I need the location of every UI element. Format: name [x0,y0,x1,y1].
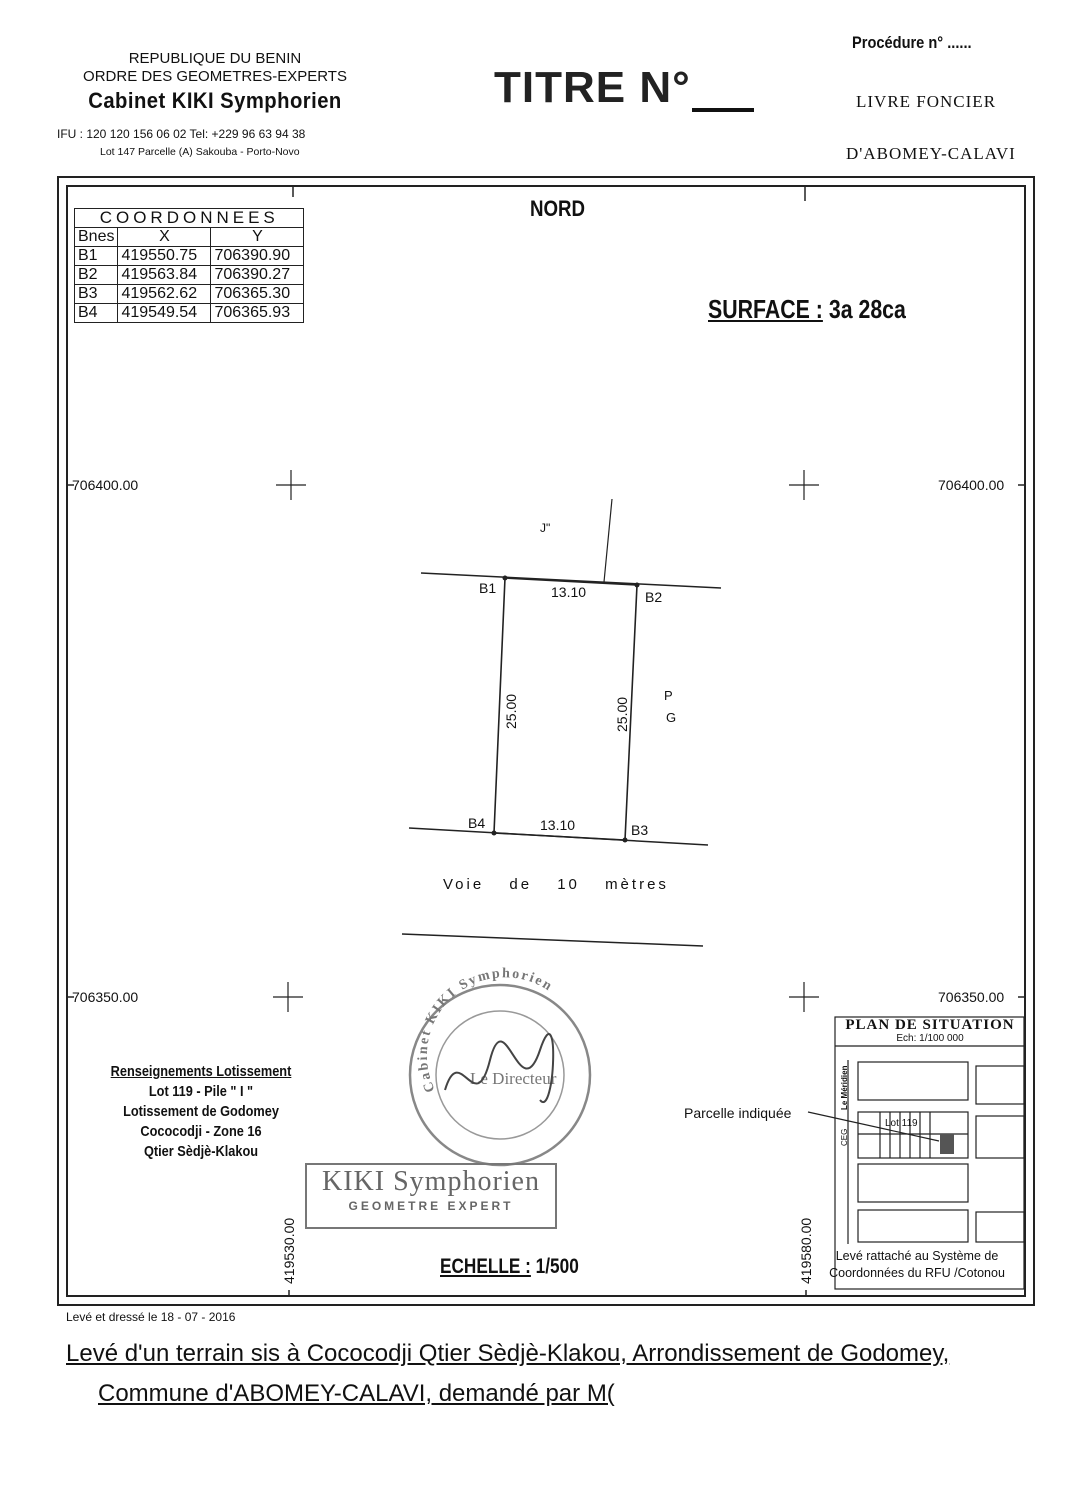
subdivision-title: Renseignements Lotissement [110,1063,292,1080]
coord-x: 419563.84 [118,266,211,285]
document-title: TITRE N° [494,63,691,112]
bound-label-b3: B3 [631,822,649,838]
surface-caption: SURFACE : [708,294,823,324]
situation-lot-label: Lot 119 [885,1118,918,1129]
cabinet-name: Cabinet KIKI Symphorien [88,88,342,113]
dimension-bottom: 13.10 [540,817,576,833]
neighbor-label: J" [540,521,551,535]
coordinates-title: COORDONNEES [75,209,304,228]
dimension-right: 25.00 [614,696,630,732]
dimension-top: 13.10 [551,584,587,600]
grid-label-y: 706350.00 [938,989,1005,1005]
bound-id: B2 [75,266,118,285]
survey-description-line1: Levé d'un terrain sis à Cococodji Qtier Sèdjè-Klakou, Arrondissement de Godomey, [66,1340,950,1367]
stamp-director: Le Directeur [470,1069,557,1088]
subdivision-line: Qtier Sèdjè-Klakou [143,1143,259,1160]
country-name: REPUBLIQUE DU BENIN [128,50,302,67]
grid-label-y: 706400.00 [938,477,1005,493]
subdivision-line: Lot 119 - Pile " I " [148,1083,254,1100]
situation-map-scale: Ech: 1/100 000 [896,1033,964,1044]
neighbor-label: G [666,710,677,725]
order-name: ORDRE DES GEOMETRES-EXPERTS [83,68,347,85]
ifu-phone: IFU : 120 120 156 06 02 Tel: +229 96 63 94 38 [57,127,306,141]
bound-label-b4: B4 [468,815,486,831]
parcel-indicator-label: Parcelle indiquée [684,1105,792,1121]
coord-y: 706365.30 [211,285,304,304]
road-label: Voie de 10 mètres [443,876,669,893]
cabinet-address: Lot 147 Parcelle (A) Sakouba - Porto-Novo [100,146,300,158]
bound-id: B1 [75,247,118,266]
livre-ville: D'ABOMEY-CALAVI [846,144,1016,163]
survey-date: Levé et dressé le 18 - 07 - 2016 [66,1310,236,1324]
stamp-subtitle: GEOMETRE EXPERT [348,1199,514,1213]
stamp-name: KIKI Symphorien [322,1166,540,1197]
col-header: Bnes [75,228,118,247]
coord-x: 419549.54 [118,304,211,323]
survey-description-line2: Commune d'ABOMEY-CALAVI, demandé par M( [98,1380,615,1407]
dimension-left: 25.00 [503,693,519,729]
scale-label [440,1255,579,1279]
situation-ceg-label: CEG [840,1128,849,1146]
grid-label-y: 706400.00 [72,477,139,493]
reference-line: Coordonnées du RFU /Cotonou [829,1266,1005,1280]
coord-x: 419562.62 [118,285,211,304]
coord-y: 706365.93 [211,304,304,323]
col-header: Y [211,228,304,247]
north-label: NORD [530,196,586,221]
subdivision-line: Lotissement de Godomey [123,1103,279,1120]
surface-value: 3a 28ca [828,294,906,324]
stamp-ring-text: Cabinet KIKI Symphorien [415,966,556,1095]
expert-stamp [305,1163,557,1229]
coord-x: 419550.75 [118,247,211,266]
bound-label-b1: B1 [479,580,497,596]
col-header: X [118,228,211,247]
reference-line: Levé rattaché au Système de [835,1249,999,1263]
bound-id: B3 [75,285,118,304]
situation-map-title: PLAN DE SITUATION [845,1017,1015,1033]
coord-y: 706390.90 [211,247,304,266]
grid-label-x: 419530.00 [281,1217,297,1284]
scale-caption: ECHELLE : [440,1255,531,1278]
scale-value: 1/500 [535,1255,579,1278]
grid-label-x: 419580.00 [798,1217,814,1284]
situation-road-label: Le Méridien [840,1065,849,1110]
bound-id: B4 [75,304,118,323]
neighbor-label: P [664,688,673,703]
coord-y: 706390.27 [211,266,304,285]
grid-label-y: 706350.00 [72,989,139,1005]
bound-label-b2: B2 [645,589,663,605]
livre-foncier: LIVRE FONCIER [856,92,997,111]
procedure-number: Procédure n° ...... [852,33,972,52]
reference-system-note [812,1248,1022,1282]
subdivision-line: Cococodji - Zone 16 [140,1123,262,1140]
